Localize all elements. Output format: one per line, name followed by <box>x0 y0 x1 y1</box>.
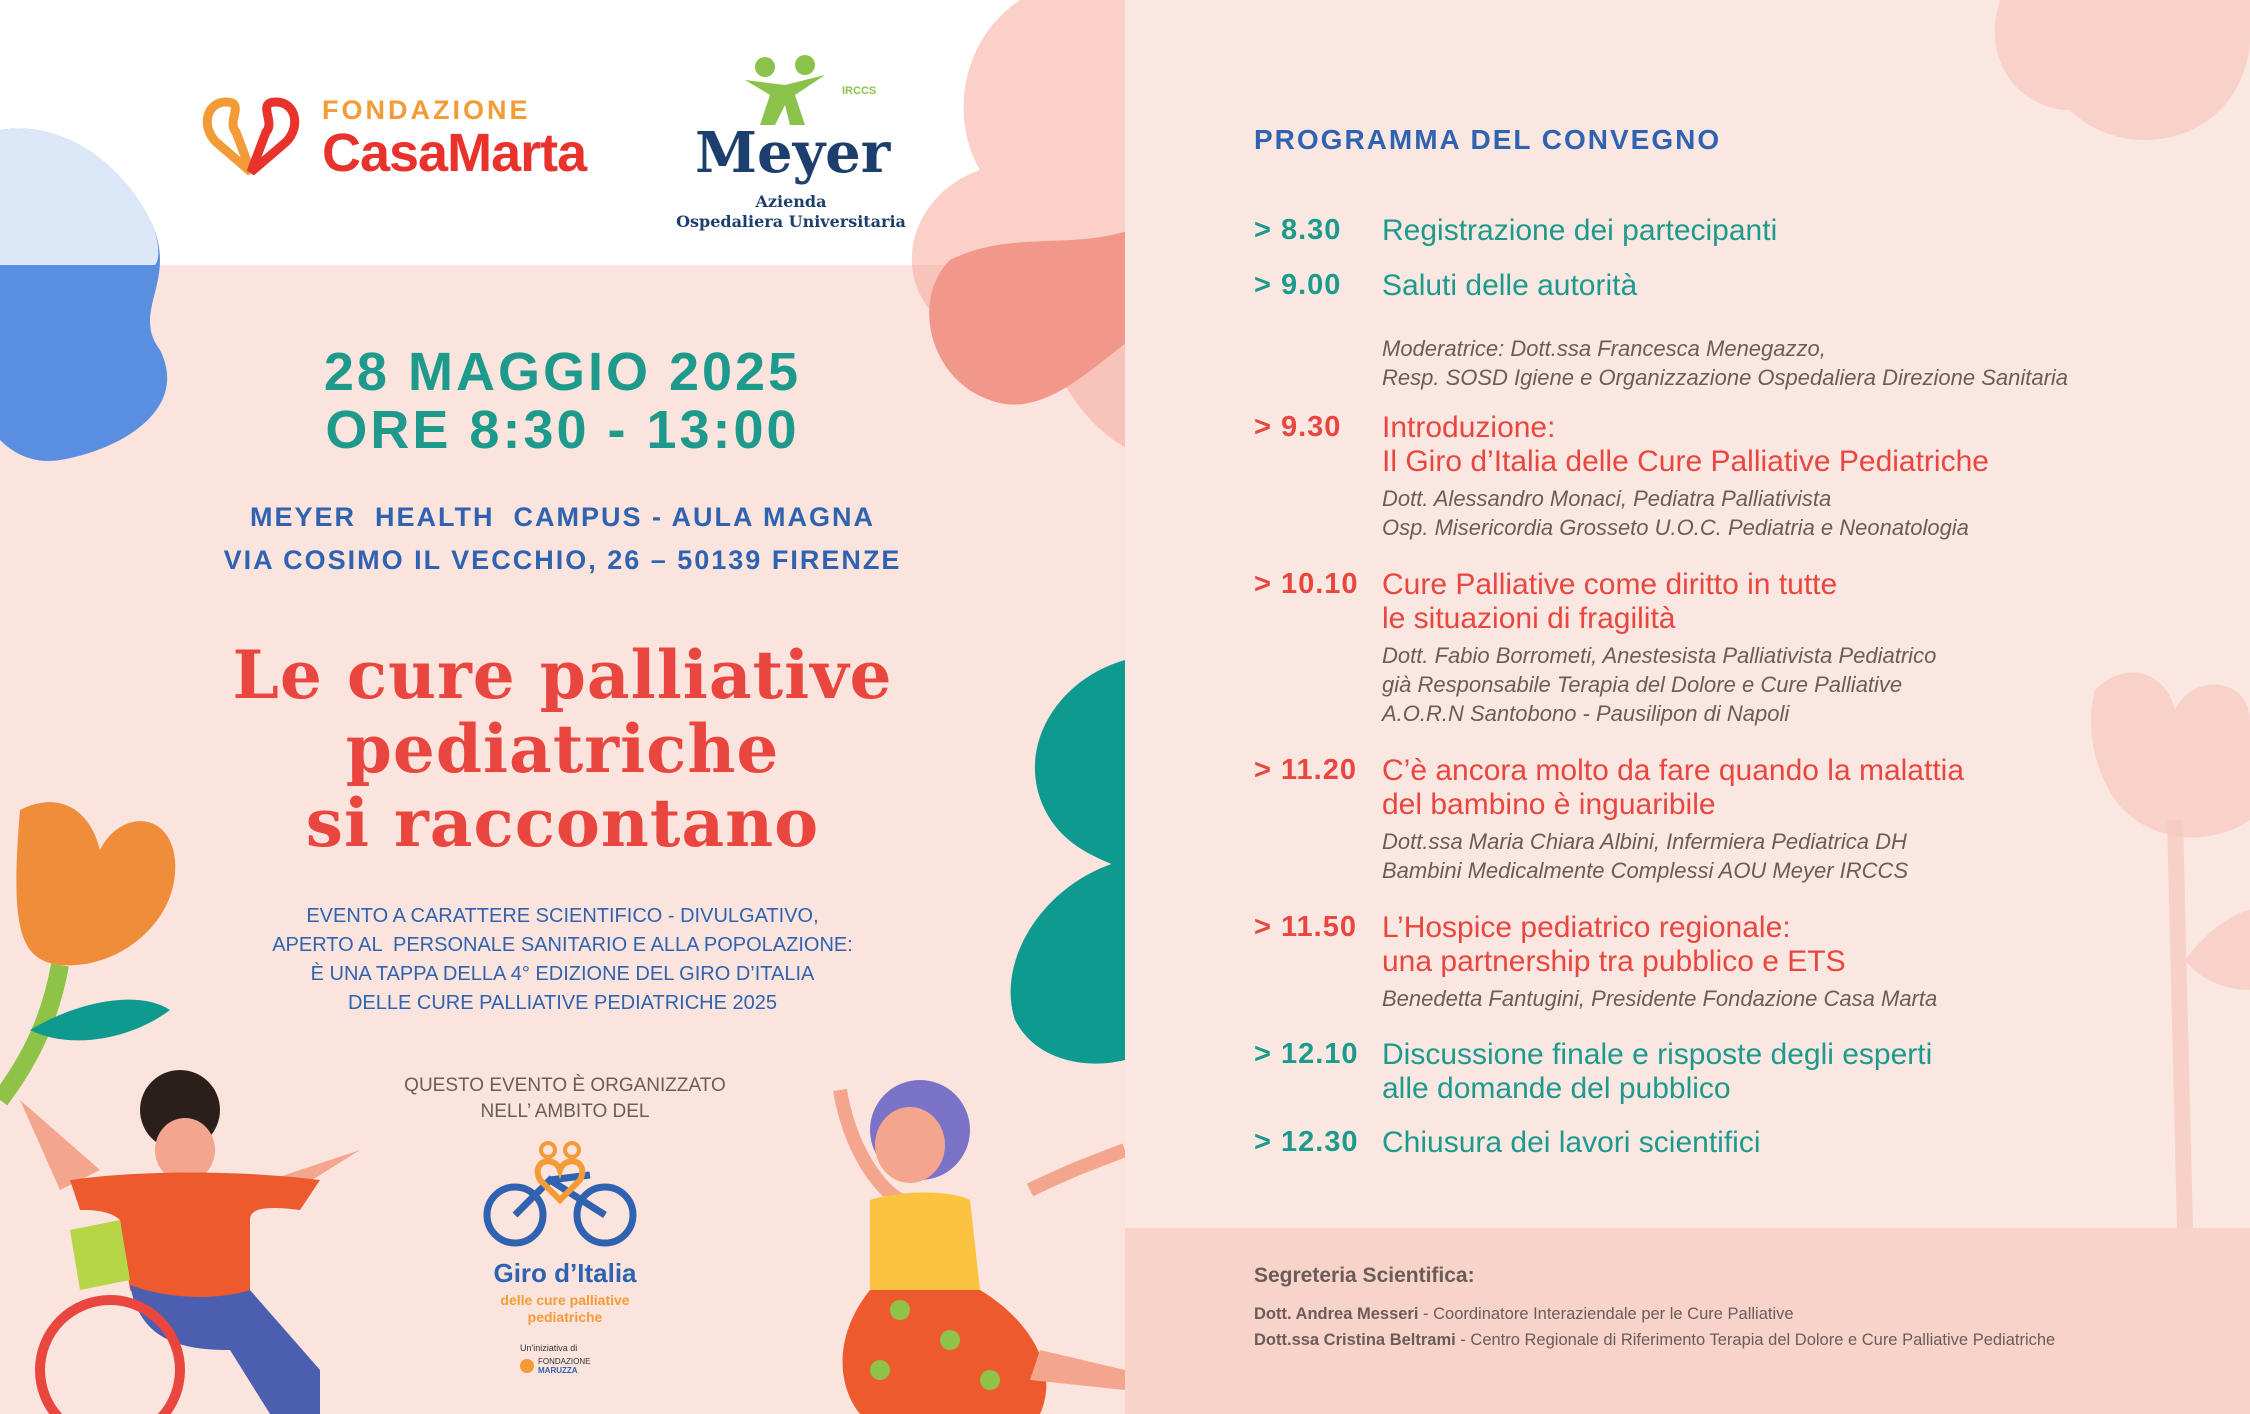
item-heading <box>1382 754 1964 822</box>
giro-sub-line: pediatriche <box>527 1309 603 1325</box>
segreteria-role: - Centro Regionale di Riferimento Terapia del Dolore e Cure Palliative Pediatriche <box>1455 1331 2056 1349</box>
item-time: > 10.10 <box>1254 568 1359 600</box>
dancing-girl-illustration <box>770 1050 1125 1414</box>
event-venue <box>0 496 1125 582</box>
note-line: già Responsabile Terapia del Dolore e Cure Palliative <box>1382 672 1903 697</box>
title-line: Le cure palliative <box>232 636 893 714</box>
fondazione-label: FONDAZIONE <box>322 95 531 125</box>
venue-line: VIA COSIMO IL VECCHIO, 26 – 50139 FIRENZE <box>223 545 902 575</box>
item-heading <box>1382 1126 1761 1160</box>
item-time: > 9.30 <box>1254 411 1342 443</box>
organized-note <box>400 1073 730 1125</box>
item-time: > 8.30 <box>1254 214 1342 246</box>
description-line: APERTO AL PERSONALE SANITARIO E ALLA POPOLAZIONE: <box>272 934 853 956</box>
giro-subtitle <box>420 1292 710 1326</box>
description-line: DELLE CURE PALLIATIVE PEDIATRICHE 2025 <box>347 992 778 1014</box>
note-line: Benedetta Fantugini, Presidente Fondazione Casa Marta <box>1382 986 1938 1011</box>
meyer-children-icon <box>735 55 835 125</box>
faint-flower-decoration <box>1940 0 2250 200</box>
heading-line: Saluti delle autorità <box>1382 269 1638 302</box>
heading-line: del bambino è inguaribile <box>1382 788 1716 821</box>
note-line: Dott. Fabio Borrometi, Anestesista Palliativista Pediatrico <box>1382 643 1937 668</box>
note-line: A.O.R.N Santobono - Pausilipon di Napoli <box>1382 701 1790 726</box>
meyer-subtitle-line: Ospedaliera Universitaria <box>676 212 906 231</box>
title-line: pediatriche <box>345 710 780 788</box>
maruzza-icon <box>520 1359 534 1373</box>
note-line: Dott.ssa Maria Chiara Albini, Infermiera Pediatrica DH <box>1382 829 1907 854</box>
item-notes <box>1382 484 1969 542</box>
item-heading <box>1382 269 1637 303</box>
meyer-subtitle <box>676 192 906 232</box>
heading-line: Il Giro d’Italia delle Cure Palliative Pediatriche <box>1382 445 1989 478</box>
item-notes <box>1382 984 1937 1013</box>
giro-sub-line: delle cure palliative <box>500 1292 630 1308</box>
heading-line: una partnership tra pubblico e ETS <box>1382 945 1846 978</box>
irccs-label: IRCCS <box>842 85 877 97</box>
item-heading <box>1382 911 1846 979</box>
note-line: Osp. Misericordia Grosseto U.O.C. Pediatria e Neonatologia <box>1382 515 1969 540</box>
segreteria-title: Segreteria Scientifica: <box>1254 1264 1475 1287</box>
event-date-block <box>0 343 1125 459</box>
heading-line: C’è ancora molto da fare quando la malattia <box>1382 754 1965 787</box>
heading-line: Cure Palliative come diritto in tutte <box>1382 568 1838 601</box>
heading-line: Registrazione dei partecipanti <box>1382 214 1778 247</box>
item-time: > 11.50 <box>1254 911 1357 943</box>
note-line: Resp. SOSD Igiene e Organizzazione Ospedaliera Direzione Sanitaria <box>1382 365 2069 390</box>
heading-line: L’Hospice pediatrico regionale: <box>1382 911 1791 944</box>
item-heading <box>1382 411 1989 479</box>
casamarta-label: CasaMarta <box>322 123 587 183</box>
title-line: si raccontano <box>305 784 820 862</box>
casamarta-logo-text <box>322 95 586 184</box>
event-title <box>0 638 1125 860</box>
item-time: > 12.10 <box>1254 1038 1359 1070</box>
maruzza-logo <box>520 1357 590 1375</box>
initiative-label: Un'iniziativa di <box>520 1343 578 1353</box>
maruzza-line: MARUZZA <box>538 1366 578 1375</box>
description-line: È UNA TAPPA DELLA 4° EDIZIONE DEL GIRO D’ITALIA <box>310 963 815 985</box>
item-heading <box>1382 214 1777 248</box>
giro-initiative <box>520 1343 590 1375</box>
segreteria-name: Dott. Andrea Messeri <box>1254 1305 1419 1323</box>
item-time: > 11.20 <box>1254 754 1357 786</box>
maruzza-text <box>538 1357 590 1375</box>
programme-title: PROGRAMMA DEL CONVEGNO <box>1254 124 1722 155</box>
note-line: Dott. Alessandro Monaci, Pediatra Palliativista <box>1382 486 1832 511</box>
item-notes <box>1382 641 1936 728</box>
item-notes <box>1382 334 2068 392</box>
wheelchair-person-illustration <box>20 1070 370 1414</box>
heading-line: Discussione finale e risposte degli esperti <box>1382 1038 1933 1071</box>
segreteria-name: Dott.ssa Cristina Beltrami <box>1254 1331 1456 1349</box>
segreteria-role: - Coordinatore Interaziendale per le Cure Palliative <box>1418 1305 1794 1323</box>
segreteria-line <box>1254 1331 2055 1350</box>
right-panel <box>1125 0 2250 1414</box>
maruzza-line: FONDAZIONE <box>538 1357 591 1366</box>
giro-title: Giro d’Italia <box>493 1258 637 1288</box>
heading-line: Introduzione: <box>1382 411 1556 444</box>
event-time: ORE 8:30 - 13:00 <box>325 400 800 460</box>
faint-tulip-decoration <box>2085 660 2250 1228</box>
meyer-label: Meyer <box>695 120 891 186</box>
event-date: 28 MAGGIO 2025 <box>323 342 802 402</box>
item-notes <box>1382 827 1908 885</box>
heading-line: Chiusura dei lavori scientifici <box>1382 1126 1761 1159</box>
casamarta-heart-icon <box>196 92 306 177</box>
organized-line: NELL’ AMBITO DEL <box>480 1101 650 1122</box>
meyer-subtitle-line: Azienda <box>755 192 827 211</box>
item-heading <box>1382 568 1837 636</box>
organized-line: QUESTO EVENTO È ORGANIZZATO <box>404 1075 726 1096</box>
heading-line: alle domande del pubblico <box>1382 1072 1731 1105</box>
event-description <box>0 902 1125 1018</box>
venue-line: MEYER HEALTH CAMPUS - AULA MAGNA <box>250 502 875 532</box>
item-time: > 9.00 <box>1254 269 1342 301</box>
item-time: > 12.30 <box>1254 1126 1359 1158</box>
note-line: Bambini Medicalmente Complessi AOU Meyer IRCCS <box>1382 858 1909 883</box>
description-line: EVENTO A CARATTERE SCIENTIFICO - DIVULGATIVO, <box>306 905 819 927</box>
heading-line: le situazioni di fragilità <box>1382 602 1676 635</box>
bicycle-heart-icon <box>480 1140 640 1250</box>
item-heading <box>1382 1038 1932 1106</box>
note-line: Moderatrice: Dott.ssa Francesca Menegazzo, <box>1382 336 1826 361</box>
segreteria-line <box>1254 1305 1794 1324</box>
